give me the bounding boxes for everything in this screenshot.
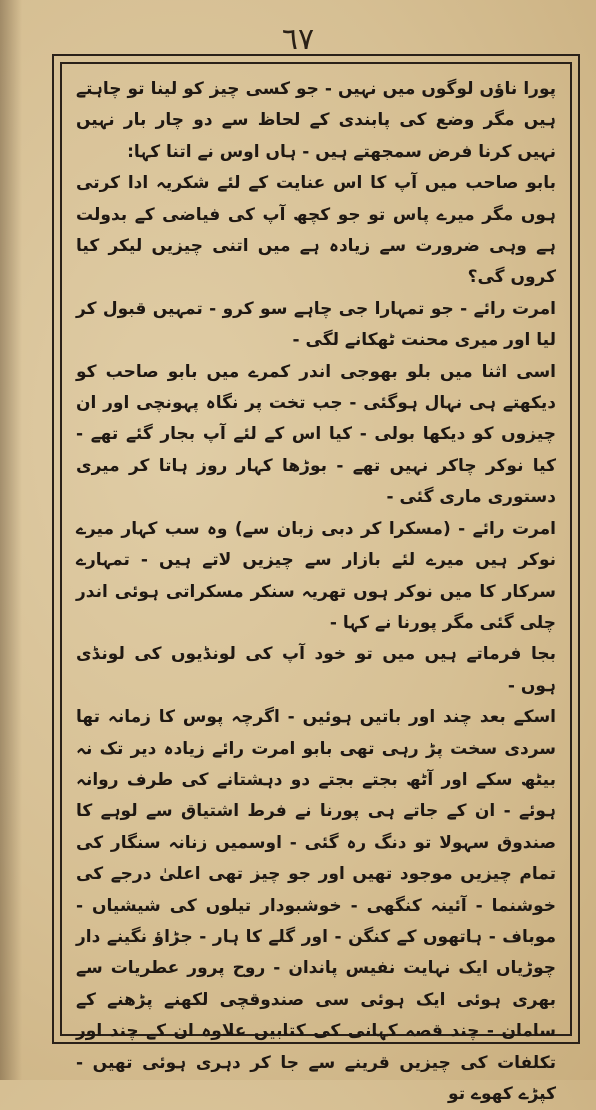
paragraph-1: پورا ناؤں لوگوں میں نہیں - جو کسی چیز کو لینا تو چاہتے ہیں مگر وضع کی پابندی کے لحاظ سے دو چار بار نہیں نہیں کرنا فرض سمجھتے ہیں - ہاں اوس نے اتنا کہا: <box>76 79 556 162</box>
paragraph-4: اسی اثنا میں بلو بھوجی اندر کمرے میں بابو صاحب کو دیکھتے ہی نہال ہوگئی - جب تخت پر نگاہ پہونچی اور ان چیزوں کو دیکھا بولی - کیا اس کے لئے آپ بجار گئے تھے - کیا نوکر چاکر نہیں تھے - بوڑھا کہار روز ہاتا کر میری دستوری ماری گئی - <box>76 361 556 508</box>
body-text <box>76 74 556 1110</box>
page-spine-shadow <box>0 0 22 1080</box>
page-border-inner <box>60 62 572 1104</box>
paragraph-6: بجا فرماتے ہیں میں تو خود آپ کی لونڈیوں کی لونڈی ہوں - <box>76 644 556 696</box>
paragraph-5: امرت رائے - (مسکرا کر دبی زبان سے) وہ سب کہار میرے نوکر ہیں میرے لئے بازار سے چیزیں لاتے ہیں - تمہارے سرکار کا میں نوکر ہوں تھریہ سنکر مسکراتی ہوئی اندر چلی گئی مگر پورنا نے کہا - <box>76 518 556 633</box>
page-number: ٦٧ <box>281 22 315 57</box>
paragraph-2: بابو صاحب میں آپ کا اس عنایت کے لئے شکریہ ادا کرتی ہوں مگر میرے پاس تو جو کچھ آپ کی فیاضی کے بدولت ہے وہی ضرورت سے زیادہ ہے میں اتنی چیزیں لیکر کیا کروں گی؟ <box>76 173 556 288</box>
paragraph-3: امرت رائے - جو تمہارا جی چاہے سو کرو - تمہیں قبول کر لیا اور میری محنت ٹھکانے لگی - <box>76 298 556 351</box>
paragraph-7: اسکے بعد چند اور باتیں ہوئیں - اگرچہ پوس کا زمانہ تھا سردی سخت پڑ رہی تھی بابو امرت رائے زیادہ دیر تک نہ بیٹھ سکے اور آٹھ بجتے بجتے دو دہشتانے کی طرف روانہ ہوئے - ان کے جاتے ہی پورنا نے فرط اشتیاق سے لوہے کا صندوق سہولا تو دنگ رہ گئی - اوسمیں زنانہ سنگار کی تمام چیزیں موجود تھیں اور جو چیز تھی اعلیٰ درجے کی خوشنما - آئینہ کنگھی - خوشبودار تیلوں کی شیشیاں - موباف - ہاتھوں کے کنگن - اور گلے کا ہار - جڑاؤ نگینے دار چوڑیاں ایک نہایت نفیس پاندان - روح پرور عطریات سے بھری ہوئی ایک ہوئی سی صندوقچی لکھنے پڑھنے کے سامان - چند قصہ کہانی کی کتابیں علاوہ ان کے چند اور تکلفات کی چیزیں قرینے سے جا کر دہری ہوئی تھیں - کپڑے کھوے تو <box>76 707 556 1104</box>
